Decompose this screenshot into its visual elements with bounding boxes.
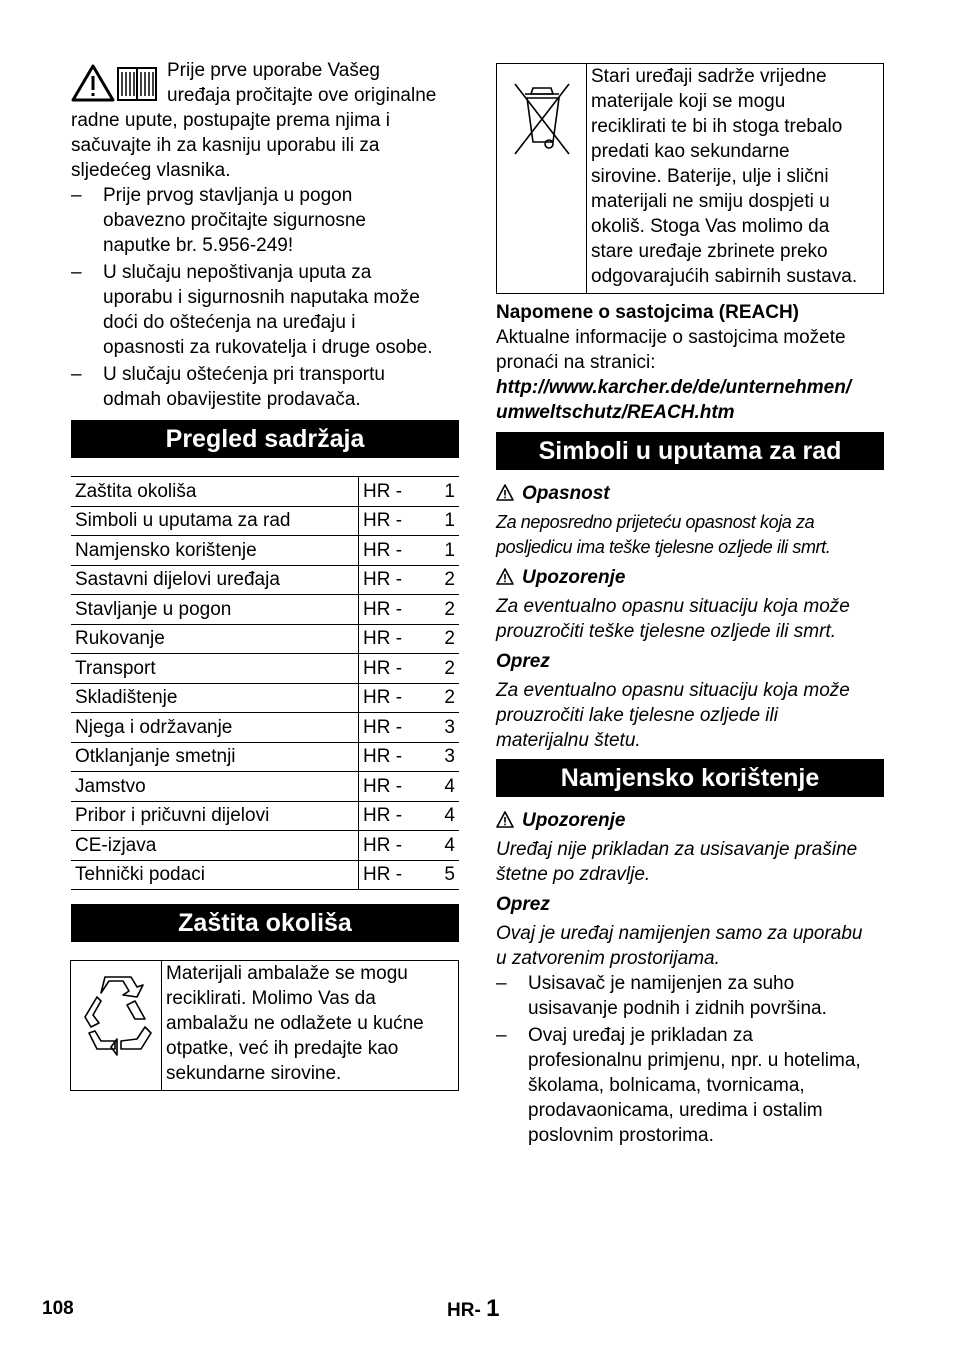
list-item (496, 1023, 896, 1148)
toc-section-prefix: HR - (359, 713, 408, 743)
toc-label: Zaštita okoliša (71, 477, 359, 507)
recycle-text-line: sekundarne sirovine. (166, 1063, 342, 1084)
intro-line-4: sačuvajte ih za kasniju uporabu ili za (71, 135, 380, 156)
recycle-box (70, 960, 459, 1091)
toc-page-number: 2 (407, 595, 459, 625)
warning-text (496, 594, 896, 644)
toc-section-prefix: HR - (359, 477, 408, 507)
warning-text-line: Za eventualno opasnu situaciju koja može (496, 596, 850, 617)
intro-icons (71, 64, 161, 104)
toc-page-number: 2 (407, 565, 459, 595)
list-item (71, 183, 459, 258)
intro-line-5: sljedećeg vlasnika. (71, 160, 231, 181)
toc-table (71, 476, 459, 890)
toc-label: Transport (71, 654, 359, 684)
toc-page-number: 4 (407, 772, 459, 802)
section-page: 1 (486, 1295, 500, 1322)
toc-row[interactable] (71, 772, 459, 802)
dash-bullet: – (71, 364, 82, 385)
reach-line-1: Aktualne informacije o sastojcima možete (496, 327, 846, 348)
section-prefix: HR- (447, 1300, 481, 1321)
recycle-text-line: ambalažu ne odlažete u kućne (166, 1013, 424, 1034)
toc-label: Jamstvo (71, 772, 359, 802)
reach-url-line-1[interactable]: http://www.karcher.de/de/unternehmen/ (496, 377, 852, 398)
weee-text-line: okoliš. Stoga Vas molimo da (591, 216, 830, 237)
list-item (496, 971, 896, 1021)
warning-triangle-icon (496, 568, 514, 585)
recycle-text (166, 961, 456, 1086)
toc-page-number: 1 (407, 477, 459, 507)
crossed-bin-icon (497, 64, 586, 293)
use-caution-line: u zatvorenim prostorijama. (496, 948, 720, 969)
use-caution-line: Ovaj je uređaj namijenjen samo za uporabu (496, 923, 863, 944)
warning-triangle-icon (496, 811, 514, 828)
toc-row[interactable] (71, 595, 459, 625)
toc-section-prefix: HR - (359, 683, 408, 713)
dash-bullet: – (496, 1025, 507, 1046)
dash-bullet: – (496, 973, 507, 994)
toc-page-number: 4 (407, 831, 459, 861)
toc-row[interactable] (71, 683, 459, 713)
environment-heading: Zaštita okoliša (71, 904, 459, 942)
list-item (71, 362, 459, 412)
toc-row[interactable] (71, 831, 459, 861)
reach-line-2: pronaći na stranici: (496, 352, 656, 373)
use-warning-heading (496, 808, 625, 833)
toc-section-prefix: HR - (359, 860, 408, 890)
use-warning-label: Upozorenje (522, 810, 626, 831)
toc-page-number: 2 (407, 683, 459, 713)
toc-label: Namjensko korištenje (71, 536, 359, 566)
recycle-text-line: otpatke, već ih predajte kao (166, 1038, 399, 1059)
bullet-line: prodavaonicama, uredima i ostalim (528, 1100, 823, 1121)
danger-heading (496, 481, 610, 506)
reach-heading: Napomene o sastojcima (REACH) (496, 302, 800, 323)
toc-row[interactable] (71, 536, 459, 566)
bullet-line: naputke br. 5.956-249! (103, 235, 294, 256)
caution-label: Oprez (496, 651, 550, 672)
use-caution-text (496, 921, 896, 971)
danger-text-line: posljedicu ima teške tjelesne ozljede ili smrt. (496, 537, 831, 557)
reach-link[interactable] (496, 375, 884, 425)
toc-page-number: 3 (407, 742, 459, 772)
weee-icon-cell (497, 64, 587, 293)
toc-label: CE-izjava (71, 831, 359, 861)
dash-bullet: – (71, 185, 82, 206)
toc-section-prefix: HR - (359, 624, 408, 654)
toc-row[interactable] (71, 565, 459, 595)
recycle-icon (71, 961, 161, 1090)
danger-text-line: Za neposredno prijeteću opasnost koja za (496, 512, 815, 532)
list-item (71, 260, 459, 360)
warning-and-manual-icon (71, 64, 161, 104)
weee-text-line: materijali ne smiju dospjeti u (591, 191, 830, 212)
use-warning-text (496, 837, 896, 887)
intro-line-1: Prije prve uporabe Vašeg (167, 60, 380, 81)
weee-text-line: reciklirati te bi ih stoga trebalo (591, 116, 843, 137)
weee-text-line: predati kao sekundarne (591, 141, 790, 162)
toc-label: Pribor i pričuvni dijelovi (71, 801, 359, 831)
toc-label: Simboli u uputama za rad (71, 506, 359, 536)
bullet-line: obavezno pročitajte sigurnosne (103, 210, 367, 231)
caution-text-line: materijalnu štetu. (496, 730, 641, 751)
toc-label: Tehnički podaci (71, 860, 359, 890)
warning-text-line: prouzročiti teške tjelesne ozljede ili smrt. (496, 621, 837, 642)
bullet-line: poslovnim prostorima. (528, 1125, 714, 1146)
danger-text (496, 510, 896, 560)
toc-page-number: 1 (407, 506, 459, 536)
dash-bullet: – (71, 262, 82, 283)
toc-row[interactable] (71, 477, 459, 507)
recycle-icon-cell (71, 961, 162, 1090)
intro-line-3: radne upute, postupajte prema njima i (71, 110, 390, 131)
toc-section-prefix: HR - (359, 506, 408, 536)
caution-text-line: Za eventualno opasnu situaciju koja može (496, 680, 850, 701)
toc-row[interactable] (71, 801, 459, 831)
toc-page-number: 2 (407, 624, 459, 654)
weee-text-line: materijale koji se mogu (591, 91, 786, 112)
bullet-line: Usisavač je namijenjen za suho (528, 973, 795, 994)
toc-page-number: 1 (407, 536, 459, 566)
weee-text-line: sirovine. Baterije, ulje i slični (591, 166, 829, 187)
weee-text-line: Stari uređaji sadrže vrijedne (591, 66, 827, 87)
reach-url-line-2[interactable]: umweltschutz/REACH.htm (496, 402, 735, 423)
toc-page-number: 4 (407, 801, 459, 831)
toc-row[interactable] (71, 624, 459, 654)
toc-label: Skladištenje (71, 683, 359, 713)
bullet-line: Ovaj uređaj je prikladan za (528, 1025, 753, 1046)
toc-label: Rukovanje (71, 624, 359, 654)
bullet-line: profesionalnu primjenu, npr. u hotelima, (528, 1050, 861, 1071)
warning-heading (496, 565, 625, 590)
use-caution-label: Oprez (496, 894, 550, 915)
toc-label: Njega i održavanje (71, 713, 359, 743)
toc-row[interactable] (71, 506, 459, 536)
toc-row[interactable] (71, 860, 459, 890)
symbols-heading: Simboli u uputama za rad (496, 432, 884, 470)
toc-label: Sastavni dijelovi uređaja (71, 565, 359, 595)
toc-section-prefix: HR - (359, 536, 408, 566)
bullet-line: usisavanje podnih i zidnih površina. (528, 998, 827, 1019)
bullet-line: uporabu i sigurnosnih naputaka može (103, 287, 420, 308)
toc-section-prefix: HR - (359, 831, 408, 861)
toc-page-number: 5 (407, 860, 459, 890)
toc-section-prefix: HR - (359, 742, 408, 772)
recycle-text-line: Materijali ambalaže se mogu (166, 963, 408, 984)
bullet-line: Prije prvog stavljanja u pogon (103, 185, 353, 206)
bullet-line: odmah obavijestite prodavača. (103, 389, 361, 410)
toc-section-prefix: HR - (359, 565, 408, 595)
toc-row[interactable] (71, 742, 459, 772)
weee-text-line: odgovarajućih sabirnih sustava. (591, 266, 858, 287)
weee-text-line: stare uređaje zbrinete preko (591, 241, 828, 262)
warning-triangle-icon (496, 484, 514, 501)
toc-label: Stavljanje u pogon (71, 595, 359, 625)
bullet-line: opasnosti za rukovatelja i druge osobe. (103, 337, 433, 358)
use-warning-line: Uređaj nije prikladan za usisavanje prašine (496, 839, 858, 860)
weee-box (496, 63, 884, 294)
intended-use-heading: Namjensko korištenje (496, 759, 884, 797)
toc-section-prefix: HR - (359, 654, 408, 684)
recycle-text-line: reciklirati. Molimo Vas da (166, 988, 376, 1009)
bullet-line: U slučaju oštećenja pri transportu (103, 364, 385, 385)
caution-text (496, 678, 896, 753)
toc-label: Otklanjanje smetnji (71, 742, 359, 772)
page-number: 108 (42, 1298, 74, 1319)
toc-row[interactable] (71, 654, 459, 684)
toc-section-prefix: HR - (359, 772, 408, 802)
weee-text (591, 64, 883, 289)
toc-heading: Pregled sadržaja (71, 420, 459, 458)
toc-page-number: 2 (407, 654, 459, 684)
danger-label: Opasnost (522, 483, 610, 504)
toc-page-number: 3 (407, 713, 459, 743)
bullet-line: školama, bolnicama, tvornicama, (528, 1075, 805, 1096)
bullet-line: doći do oštećenja na uređaju i (103, 312, 356, 333)
toc-section-prefix: HR - (359, 801, 408, 831)
bullet-line: U slučaju nepoštivanja uputa za (103, 262, 372, 283)
toc-section-prefix: HR - (359, 595, 408, 625)
toc-row[interactable] (71, 713, 459, 743)
use-warning-line: štetne po zdravlje. (496, 864, 651, 885)
warning-label: Upozorenje (522, 567, 626, 588)
intro-line-2: uređaja pročitajte ove originalne (167, 85, 437, 106)
caution-text-line: prouzročiti lake tjelesne ozljede ili (496, 705, 778, 726)
section-page-label (447, 1296, 499, 1323)
